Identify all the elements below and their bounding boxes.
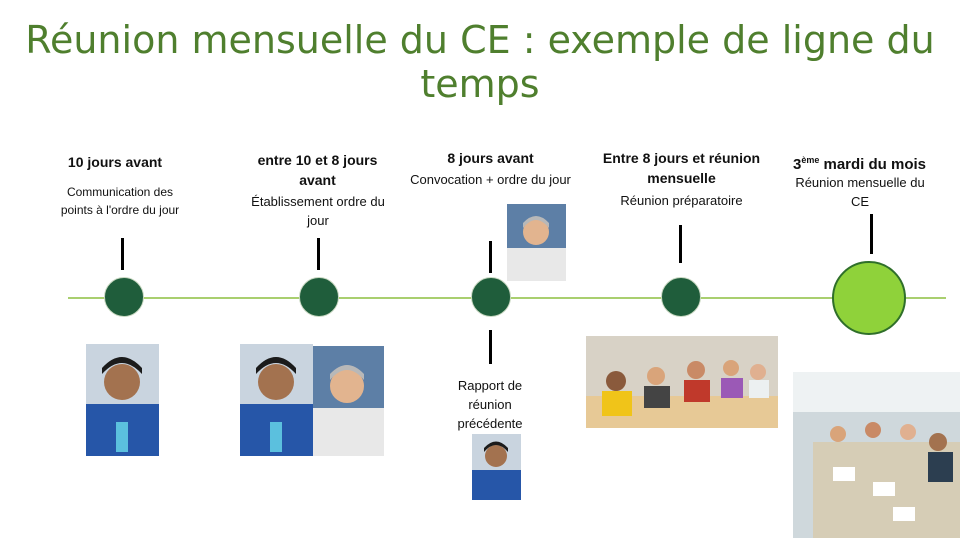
step-3-photo-top [507, 204, 566, 281]
step-3-connector-bottom [489, 330, 492, 364]
step-2-connector [317, 238, 320, 270]
step-3-what: Convocation + ordre du jour [410, 172, 571, 187]
step-1-photo [86, 344, 159, 456]
step-5-photo [793, 372, 960, 538]
step-5-connector [870, 214, 873, 254]
step-1-node [104, 277, 144, 317]
step-4-what: Réunion préparatoire [620, 193, 743, 208]
step-2-photo-a [240, 344, 313, 456]
step-4-when: Entre 8 jours et réunion mensuelle [602, 150, 761, 186]
step-1-what: Communication des points à l'ordre du jour [60, 185, 180, 217]
step-2-node [299, 277, 339, 317]
step-2-photo-b [313, 346, 384, 456]
step-3-when: 8 jours avant [447, 150, 534, 166]
step-5-node [832, 261, 906, 335]
step-2-what: Établissement ordre du jour [251, 194, 385, 228]
step-3-photo-bottom [472, 434, 521, 500]
step-2-when: entre 10 et 8 jours avant [257, 152, 378, 188]
step-4-node [661, 277, 701, 317]
step-3-below: Rapport de réunion précédente [457, 378, 523, 431]
step-3-node [471, 277, 511, 317]
step-3-connector-top [489, 241, 492, 273]
step-5-when: 3ème mardi du mois [792, 155, 927, 173]
step-1-when: 10 jours avant [67, 154, 163, 170]
page-title: Réunion mensuelle du CE : exemple de ligne du temps [25, 18, 935, 106]
step-5-what: Réunion mensuelle du CE [795, 175, 925, 209]
step-1-connector [121, 238, 124, 270]
step-4-connector [679, 225, 682, 263]
step-4-photo [586, 336, 778, 428]
